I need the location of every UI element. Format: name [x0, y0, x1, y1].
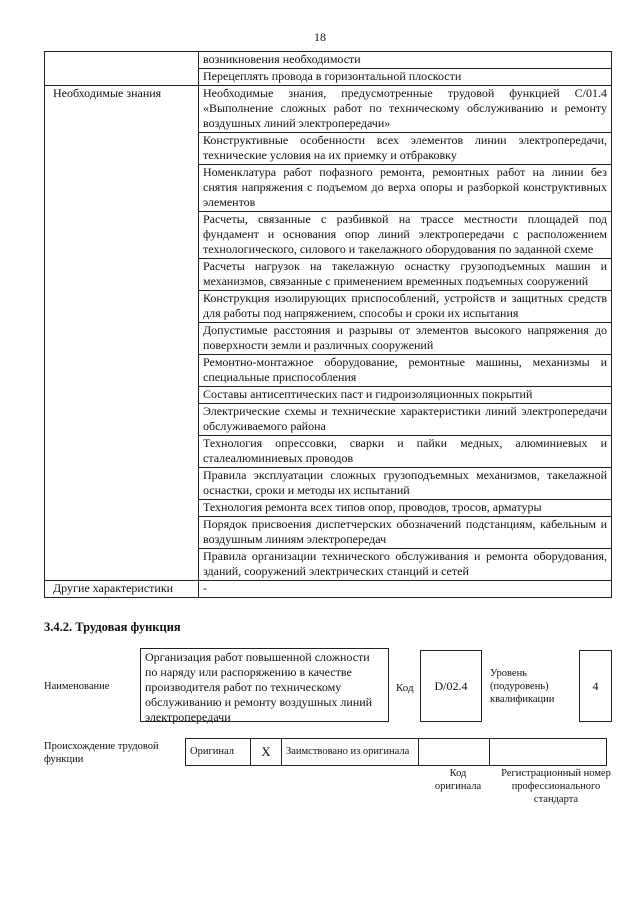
- original-code-cell: [419, 739, 490, 766]
- requirement-category-label: Необходимые знания: [45, 86, 199, 581]
- requirement-text: Ремонтно-монтажное оборудование, ремонтные машины, механизмы и специальные приспособления: [199, 355, 612, 387]
- code-value: D/02.4: [434, 678, 468, 693]
- registration-number-caption: Регистрационный номер профессионального стандарта: [501, 768, 611, 805]
- requirements-row: [45, 581, 612, 598]
- requirement-text: Технология ремонта всех типов опор, проводов, тросов, арматуры: [199, 500, 612, 517]
- requirement-text: Расчеты, связанные с разбивкой на трассе местности площадей под фундамент и основания опор линий электропередачи с расположением технологического, силового и такелажного оборудования по заданной схеме: [199, 212, 612, 259]
- origin-table: [185, 738, 607, 766]
- requirement-text: Расчеты нагрузок на такелажную оснастку грузоподъемных машин и механизмов, связанные с применением временных подъемных сооружений: [199, 259, 612, 291]
- level-label: Уровень (подуровень) квалификации: [490, 668, 555, 705]
- page-number: 18: [314, 30, 326, 44]
- level-value: 4: [592, 678, 599, 693]
- code-original-caption: Код оригинала: [434, 768, 482, 792]
- requirement-text: Допустимые расстояния и разрывы от элементов высокого напряжения до поверхности земли и различных сооружений: [199, 323, 612, 355]
- requirement-text: Номенклатура работ пофазного ремонта, ремонтных работ на линии без снятия напряжения с подъемом до верха опоры и разборкой конструктивных элементов: [199, 165, 612, 212]
- origin-label: Происхождение трудовой функции: [44, 741, 159, 765]
- requirement-text: Электрические схемы и технические характеристики линий электропередачи обслуживаемого района: [199, 404, 612, 436]
- function-name-text: Организация работ повышенной сложности по наряду или распоряжению в качестве производителя работ по техническому обслуживанию и ремонту воздушных линий электропередачи: [145, 650, 373, 724]
- requirement-text: Правила эксплуатации сложных грузоподъемных механизмов, такелажной оснастки, сроки и методы их испытаний: [199, 468, 612, 500]
- requirement-text: Конструктивные особенности всех элементов линии электропередачи, технические условия на их приемку и отбраковку: [199, 133, 612, 165]
- requirement-category-label: Другие характеристики: [45, 581, 199, 598]
- requirement-text: Технология опрессовки, сварки и пайки медных, алюминиевых и сталеалюминиевых проводов: [199, 436, 612, 468]
- requirement-text: Правила организации технического обслуживания и ремонта оборудования, зданий, сооружений электрических станций и сетей: [199, 549, 612, 581]
- requirements-row: [45, 86, 612, 133]
- requirement-text: Порядок присвоения диспетчерских обозначений подстанциям, кабельным и воздушным линиям электропередач: [199, 517, 612, 549]
- requirement-text: Перецеплять провода в горизонтальной плоскости: [199, 69, 612, 86]
- requirement-text: Необходимые знания, предусмотренные трудовой функцией С/01.4 «Выполнение сложных работ по техническому обслуживанию и ремонту воздушных линий электропередачи»: [199, 86, 612, 133]
- requirements-table: [44, 51, 612, 598]
- requirements-body: [45, 52, 612, 598]
- original-mark: X: [251, 739, 282, 766]
- requirements-row: [45, 52, 612, 69]
- requirement-text: Конструкция изолирующих приспособлений, устройств и защитных средств для работы под напряжением, способы и сроки их испытания: [199, 291, 612, 323]
- requirement-text: возникновения необходимости: [199, 52, 612, 69]
- name-label: Наименование: [44, 681, 110, 692]
- original-label: Оригинал: [186, 739, 251, 766]
- registration-number-cell: [490, 739, 607, 766]
- borrowed-label: Заимствовано из оригинала: [282, 739, 419, 766]
- level-box: [579, 650, 612, 722]
- code-label: Код: [396, 682, 414, 694]
- code-box: [420, 650, 482, 722]
- requirement-category-label: [45, 52, 199, 86]
- function-name-box: [140, 648, 389, 722]
- section-title: 3.4.2. Трудовая функция: [44, 620, 181, 634]
- requirement-text: Составы антисептических паст и гидроизоляционных покрытий: [199, 387, 612, 404]
- requirement-text: -: [199, 581, 612, 598]
